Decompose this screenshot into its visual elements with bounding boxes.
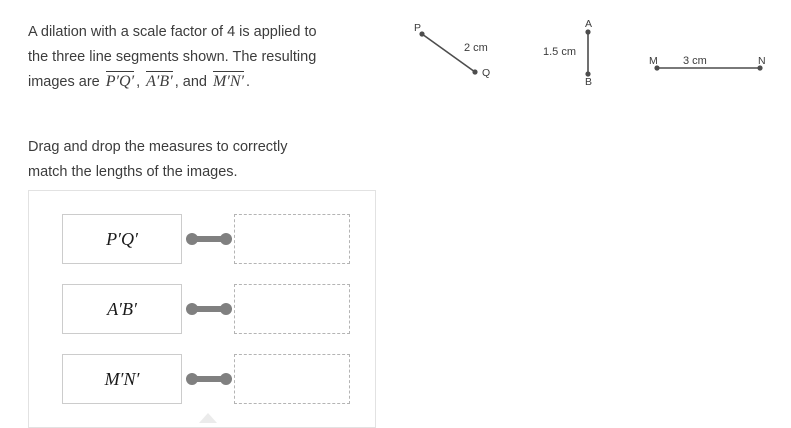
point-label-q: Q [482,67,491,79]
segment-label-ab-prime: A′B′ [146,73,173,90]
point-label-n: N [758,55,766,67]
segment-label-pq-prime: P′Q′ [105,73,135,90]
measure-label-ab: 1.5 cm [543,46,577,58]
drop-target-ab-prime[interactable] [234,284,350,334]
figures-group [400,14,780,104]
drop-target-mn-prime[interactable] [234,354,350,404]
instruction-text [28,135,388,185]
connector-icon [186,301,232,317]
drop-target-pq-prime[interactable] [234,214,350,264]
instruction-line-2: match the lengths of the images. [28,164,238,180]
question-prompt [28,20,388,95]
connector-icon [186,371,232,387]
drag-source-mn-prime[interactable]: M′N′ [62,354,182,404]
segment-label-mn-prime: M′N′ [212,73,244,90]
measure-label-mn: 3 cm [683,55,707,67]
question-line-1: A dilation with a scale factor of 4 is applied to [28,24,317,40]
drag-source-ab-prime[interactable]: A′B′ [62,284,182,334]
point-label-b: B [585,76,593,88]
instruction-line-1: Drag and drop the measures to correctly [28,139,288,155]
connector-icon [186,231,232,247]
drag-source-pq-prime[interactable]: P′Q′ [62,214,182,264]
question-line-3-prefix: images are [28,74,100,90]
question-comma-1: , [136,74,141,90]
panel-caret-icon [199,413,217,423]
point-label-m: M [649,55,658,67]
question-comma-2: , and [174,74,207,90]
point-label-p: P [414,22,422,34]
question-line-2: the three line segments shown. The resulting [28,49,317,65]
question-period: . [245,74,251,90]
drag-drop-panel [28,190,376,428]
measure-label-pq: 2 cm [464,42,488,54]
point-label-a: A [585,18,593,30]
